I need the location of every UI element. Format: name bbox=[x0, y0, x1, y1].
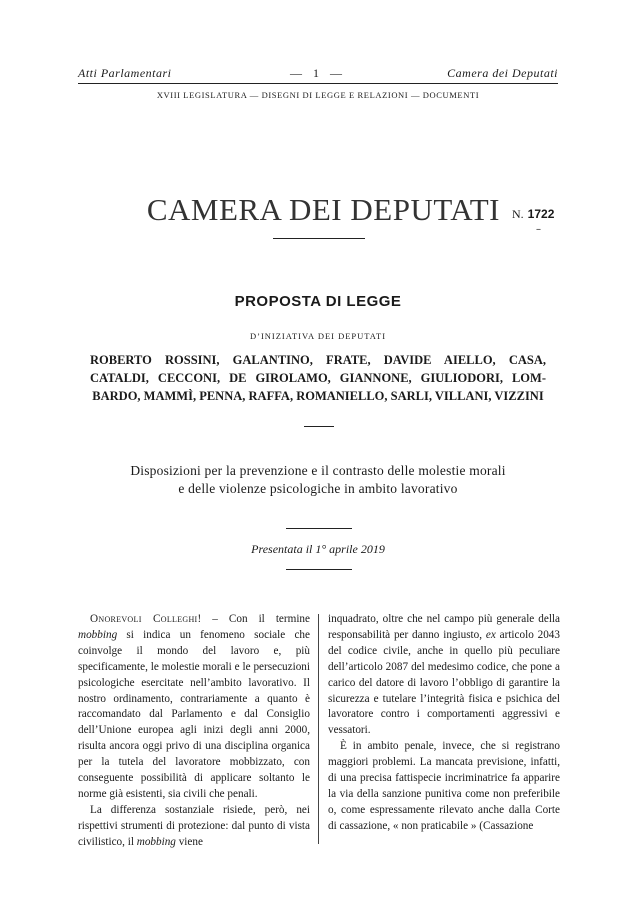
number-label: N. bbox=[512, 207, 524, 221]
italic-term: mobbing bbox=[78, 628, 118, 641]
authors-rule bbox=[304, 426, 334, 427]
paragraph bbox=[78, 612, 310, 803]
masthead-rule bbox=[273, 238, 365, 239]
bill-kind: PROPOSTA DI LEGGE bbox=[234, 293, 402, 310]
text-run: inquadrato, oltre che nel campo più generale della responsabilità per danno ingiusto, bbox=[328, 613, 560, 641]
presented-rule-top bbox=[286, 528, 352, 529]
page-number: — 1 — bbox=[290, 66, 346, 80]
initiative-label: D’INIZIATIVA DEI DEPUTATI bbox=[249, 331, 387, 341]
presented-date: Presentata il 1° aprile 2019 bbox=[251, 542, 385, 556]
body-column-right bbox=[328, 612, 560, 835]
text-run: si indica un fenomeno sociale che coinvolge il mondo del lavoro e, più specificamente, le molestie morali e le persecuzioni psicologiche esercitate nell’ambito lavorativo. Il nostro ordinamento, contrariamente a quanto è raccomandato dal Parlamento e dal Consiglio dell’Unione europea agli inizi degli anni 2000, risulta ancora oggi privo di una disciplina organica per la tutela del lavoratore mobbizzato, con conseguente possibilità di applicare soltanto le norme già esistenti, sia civili che penali. bbox=[78, 628, 310, 800]
body-column-left bbox=[78, 612, 310, 851]
number-dash: – bbox=[536, 224, 541, 235]
italic-term: mobbing bbox=[136, 835, 176, 848]
bill-title-line2: e delle violenze psicologiche in ambito lavorativo bbox=[178, 481, 458, 496]
bill-title-line1: Disposizioni per la prevenzione e il contrasto delle molestie morali bbox=[130, 463, 506, 478]
paragraph bbox=[78, 803, 310, 851]
running-header bbox=[78, 66, 558, 82]
header-subtitle: XVIII LEGISLATURA — DISEGNI DI LEGGE E RELAZIONI — DOCUMENTI bbox=[156, 90, 480, 100]
italic-term: ex bbox=[485, 628, 496, 641]
document-number bbox=[512, 207, 554, 222]
authors-list: ROBERTO ROSSINI, GALANTINO, FRATE, DAVIDE AIELLO, CASA, CATALDI, CECCONI, DE GIROLAMO, GIANNONE, GIULIODORI, LOM-BARDO, MAMMÌ, PENNA, RAFFA, ROMANIELLO, SARLI, VILLANI, VIZZINI bbox=[90, 353, 546, 403]
text-run: articolo 2043 del codice civile, anche in quello più peculiare dell’articolo 2087 del medesimo codice, che pone a carico del datore di lavoro l’obbligo di garantire la sicurezza e tutelare l’integrità fisica e psichica del lavoratore contro i comportamenti aggressivi e vessatori. bbox=[328, 628, 560, 737]
text-run: La differenza sostanziale risiede, però, nei rispettivi strumenti di protezione: dal punto di vista civilistico, il bbox=[78, 803, 310, 848]
column-divider bbox=[318, 614, 319, 844]
number-value: 1722 bbox=[527, 207, 555, 221]
paragraph bbox=[328, 612, 560, 739]
header-right: Camera dei Deputati bbox=[447, 66, 558, 80]
bill-title bbox=[78, 462, 558, 498]
paragraph: È in ambito penale, invece, che si registrano maggiori problemi. La mancata previsione, infatti, di una precisa fattispecie incriminatrice fa apparire la via della sanzione punitiva come non preferibile o, come espressamente rilevato anche dalla Corte di cassazione, « non praticabile » (Cassazione bbox=[328, 740, 560, 832]
salutation: Onorevoli Colleghi bbox=[90, 613, 198, 625]
text-run: viene bbox=[175, 835, 203, 848]
text-run: ! – Con il termine bbox=[197, 613, 310, 625]
header-left: Atti Parlamentari bbox=[78, 66, 172, 80]
header-rule bbox=[78, 83, 558, 84]
masthead-title: CAMERA DEI DEPUTATI bbox=[146, 192, 500, 227]
presented-rule-bottom bbox=[286, 569, 352, 570]
